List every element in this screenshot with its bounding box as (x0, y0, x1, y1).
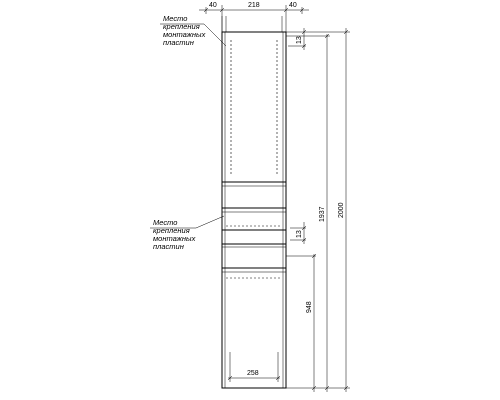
lower-note (150, 216, 224, 251)
lower-note-line-2: крепления (153, 226, 190, 235)
upper-note-line-2: крепления (163, 22, 200, 31)
dim-top-right: 40 (289, 2, 297, 9)
shelves (222, 182, 286, 278)
cabinet-outline (222, 32, 286, 388)
upper-door-hidden-lines (231, 40, 277, 175)
dim-plate-offset-lower: 13 (296, 230, 303, 238)
dim-top-center: 218 (248, 2, 260, 9)
dim-total-height: 2000 (338, 202, 345, 218)
upper-note-line-4: пластин (163, 38, 194, 47)
bottom-dimension (228, 352, 280, 382)
lower-note-line-1: Место (153, 218, 178, 227)
upper-note (160, 14, 226, 47)
dim-lower-height: 948 (306, 301, 313, 313)
dim-top-left: 40 (209, 2, 217, 9)
upper-note-line-1: Место (163, 14, 188, 23)
lower-note-line-4: пластин (153, 242, 184, 251)
upper-note-line-3: монтажных (163, 30, 206, 39)
cabinet-body (222, 32, 286, 388)
dim-bottom-width: 258 (247, 370, 259, 377)
lower-note-line-3: монтажных (153, 234, 196, 243)
top-dimension-chain (199, 5, 309, 32)
dim-plate-offset-top: 13 (296, 36, 303, 44)
dim-body-height: 1937 (319, 206, 326, 222)
